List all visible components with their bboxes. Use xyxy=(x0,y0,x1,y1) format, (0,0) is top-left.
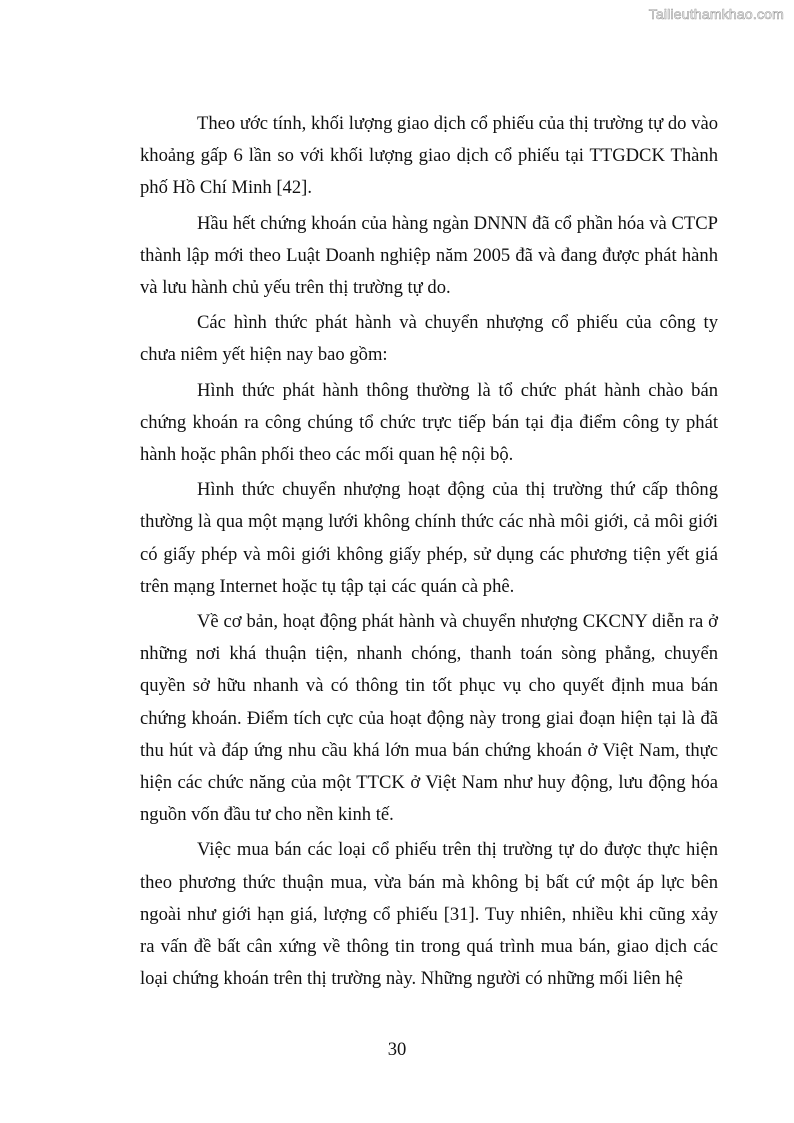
paragraph-5: Hình thức chuyển nhượng hoạt động của thị trường thứ cấp thông thường là qua một mạng lưới không chính thức các nhà môi giới, cả môi giới có giấy phép và môi giới không giấy phép, sử dụng các phương tiện yết giá trên mạng Internet hoặc tụ tập tại các quán cà phê. xyxy=(140,479,718,597)
paragraph-6: Về cơ bản, hoạt động phát hành và chuyển nhượng CKCNY diễn ra ở những nơi khá thuận tiện, nhanh chóng, thanh toán sòng phẳng, chuyển quyền sở hữu nhanh và có thông tin tốt phục vụ cho quyết định mua bán chứng khoán. Điểm tích cực của hoạt động này trong giai đoạn hiện tại là đã thu hút và đáp ứng nhu cầu khá lớn mua bán chứng khoán ở Việt Nam, thực hiện các chức năng của một TTCK ở Việt Nam như huy động, lưu động hóa nguồn vốn đầu tư cho nền kinh tế. xyxy=(140,611,718,826)
paragraph-4: Hình thức phát hành thông thường là tổ chức phát hành chào bán chứng khoán ra công chúng tổ chức trực tiếp bán tại địa điểm công ty phát hành hoặc phân phối theo các mối quan hệ nội bộ. xyxy=(140,379,718,466)
paragraph-3: Các hình thức phát hành và chuyển nhượng cổ phiếu của công ty chưa niêm yết hiện nay bao gồm: xyxy=(140,312,718,366)
document-body xyxy=(140,108,718,998)
page-number: 30 xyxy=(387,1039,407,1060)
paragraph-2: Hầu hết chứng khoán của hàng ngàn DNNN đã cổ phần hóa và CTCP thành lập mới theo Luật Doanh nghiệp năm 2005 đã và đang được phát hành và lưu hành chủ yếu trên thị trường tự do. xyxy=(140,212,718,299)
paragraph-7: Việc mua bán các loại cổ phiếu trên thị trường tự do được thực hiện theo phương thức thuận mua, vừa bán mà không bị bất cứ một áp lực bên ngoài như giới hạn giá, lượng cổ phiếu [31]. Tuy nhiên, nhiều khi cũng xảy ra vấn đề bất cân xứng về thông tin trong quá trình mua bán, giao dịch các loại chứng khoán trên thị trường này. Những người có những mối liên hệ xyxy=(140,839,718,990)
watermark-text: Tailieuthamkhao.com xyxy=(648,6,784,22)
paragraph-1: Theo ước tính, khối lượng giao dịch cổ phiếu của thị trường tự do vào khoảng gấp 6 lần so với khối lượng giao dịch cổ phiếu tại TTGDCK Thành phố Hồ Chí Minh [42]. xyxy=(140,113,718,199)
